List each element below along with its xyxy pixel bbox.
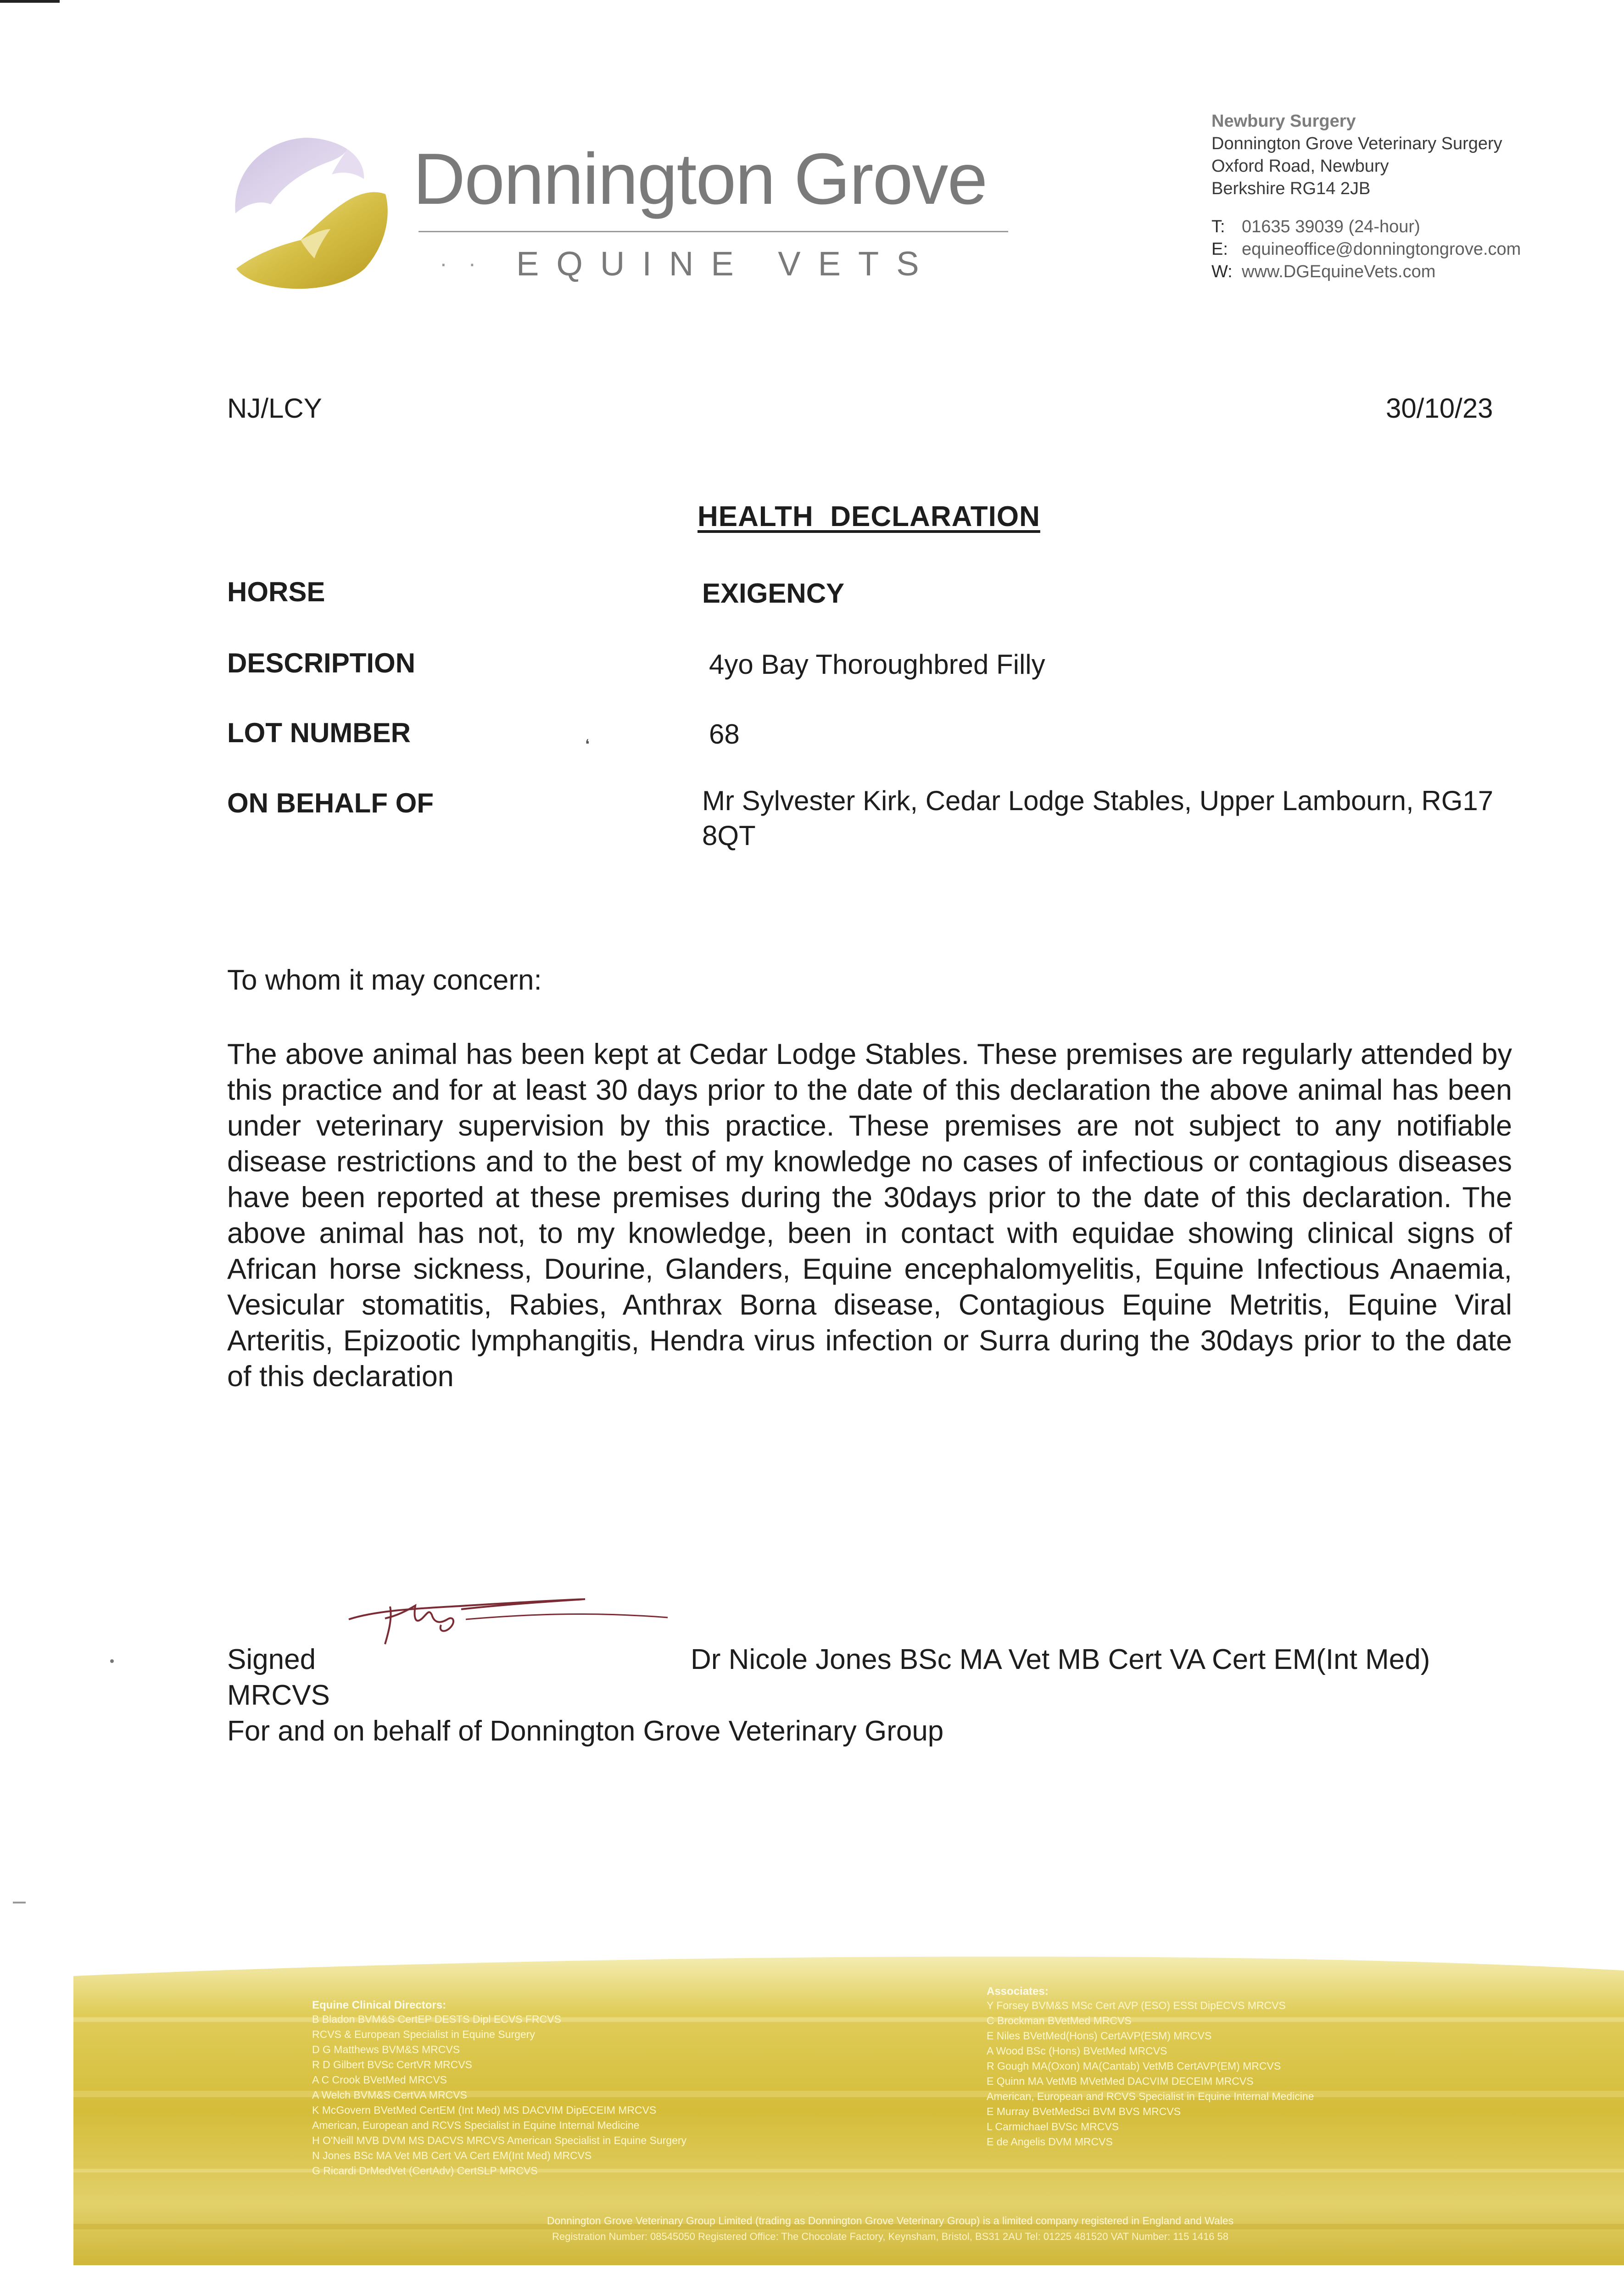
salutation: To whom it may concern: [227, 964, 542, 996]
director-entry: American, European and RCVS Specialist in Equine Internal Medicine [312, 2119, 640, 2131]
declaration-body: The above animal has been kept at Cedar Lodge Stables. These premises are regularly attended by this practice and for at least 30 days prior to the date of this declaration the above animal has been under veterinary supervision by this practice. These premises are not subject to any notifiable disease restrictions and to the best of my knowledge no cases of infectious or contagious diseases have been reported at these premises during the 30days prior to the date of this declaration. The above animal has not, to my knowledge, been in contact with equidae showing clinical signs of African horse sickness, Dourine, Glanders, Equine encephalomyelitis, Equine Infectious Anaemia, Vesicular stomatitis, Rabies, Anthrax Borna disease, Contagious Equine Metritis, Equine Viral Arteritis, Epizootic lymphangitis, Hendra virus infection or Surra during the 30days prior to the date of this declaration [227, 1038, 1512, 1393]
associates-list [987, 1985, 1583, 2149]
surgery-name: Newbury Surgery [1211, 112, 1356, 131]
company-registration: Registration Number: 08545050 Registered Office: The Chocolate Factory, Keynsham, Bristol, BS31 2AU Tel: 01225 481520 VAT Number: 115 1416 58 [552, 2231, 1229, 2242]
letter-date: 30/10/23 [1386, 393, 1493, 424]
director-entry: A C Crook BVetMed MRCVS [312, 2074, 447, 2086]
lot-number-label: LOT NUMBER [227, 717, 411, 748]
director-entry: H O'Neill MVB DVM MS DACVS MRCVS American Specialist in Equine Surgery [312, 2134, 687, 2146]
signatory-name: Dr Nicole Jones BSc MA Vet MB Cert VA Cert EM(Int Med) [691, 1644, 1430, 1675]
footer-band [73, 1953, 1624, 2265]
associates-heading: Associates: [987, 1985, 1049, 1998]
company-legal-info [431, 2215, 1349, 2243]
scan-speck [13, 1902, 26, 1903]
on-behalf-line: For and on behalf of Donnington Grove Veterinary Group [227, 1715, 944, 1747]
director-entry: K McGovern BVetMed CertEM (Int Med) MS DACVIM DipECEIM MRCVS [312, 2104, 657, 2116]
company-statement: Donnington Grove Veterinary Group Limited (trading as Donnington Grove Veterinary Group) is a limited company registered in England and Wales [547, 2215, 1234, 2227]
phone-number: 01635 39039 (24-hour) [1242, 217, 1420, 236]
director-entry: R D Gilbert BVSc CertVR MRCVS [312, 2059, 472, 2071]
description-value: 4yo Bay Thoroughbred Filly [709, 649, 1045, 680]
associate-entry: E Niles BVetMed(Hons) CertAVP(ESM) MRCVS [987, 2030, 1212, 2042]
contact-email [1211, 238, 1521, 261]
scan-tick-mark: ❛ [585, 737, 590, 752]
contact-label: E: [1211, 240, 1228, 259]
signed-label: Signed [227, 1644, 316, 1675]
director-entry: G Ricardi DrMedVet (CertAdv) CertSLP MRCVS [312, 2165, 538, 2177]
logo-icon [227, 135, 392, 294]
contact-label: T: [1211, 217, 1225, 236]
lot-number-value: 68 [709, 719, 740, 750]
on-behalf-of-value: Mr Sylvester Kirk, Cedar Lodge Stables, Upper Lambourn, RG17 8QT [702, 785, 1494, 851]
horse-value: EXIGENCY [702, 578, 845, 609]
address-line: Oxford Road, Newbury [1211, 157, 1389, 176]
contact-phone [1211, 216, 1521, 238]
brand-name: Donnington Grove [413, 139, 987, 219]
director-entry: A Welch BVM&S CertVA MRCVS [312, 2089, 467, 2101]
associate-entry: American, European and RCVS Specialist in Equine Internal Medicine [987, 2090, 1314, 2102]
director-entry: RCVS & European Specialist in Equine Surgery [312, 2028, 535, 2040]
contact-web [1211, 261, 1521, 283]
associate-entry: E Quinn MA VetMB MVetMed DACVIM DECEIM MRCVS [987, 2075, 1254, 2087]
scan-speck [110, 1659, 114, 1663]
associate-entry: A Wood BSc (Hons) BVetMed MRCVS [987, 2045, 1167, 2057]
associate-entry: E Murray BVetMedSci BVM BVS MRCVS [987, 2105, 1181, 2117]
associate-entry: C Brockman BVetMed MRCVS [987, 2015, 1132, 2026]
description-label: DESCRIPTION [227, 648, 416, 678]
directors-heading: Equine Clinical Directors: [312, 1999, 446, 2011]
signatory-credential: MRCVS [227, 1679, 330, 1711]
directors-list [312, 1999, 909, 2178]
director-entry: D G Matthews BVM&S MRCVS [312, 2043, 460, 2055]
website-url: www.DGEquineVets.com [1242, 262, 1436, 281]
brand-subtitle: EQUINE VETS [516, 245, 937, 283]
brand-decor-dots: · · [440, 251, 484, 276]
contact-details [1211, 216, 1521, 283]
brand-divider [419, 231, 1008, 232]
address-line: Berkshire RG14 2JB [1211, 179, 1371, 198]
contact-label: W: [1211, 262, 1233, 281]
on-behalf-of-label: ON BEHALF OF [227, 788, 434, 818]
email-address: equineoffice@donningtongrove.com [1242, 240, 1521, 259]
address-line: Donnington Grove Veterinary Surgery [1211, 134, 1502, 153]
associate-entry: Y Forsey BVM&S MSc Cert AVP (ESO) ESSt DipECVS MRCVS [987, 1999, 1286, 2011]
scan-edge-mark [0, 0, 60, 3]
associate-entry: R Gough MA(Oxon) MA(Cantab) VetMB CertAVP(EM) MRCVS [987, 2060, 1281, 2072]
horse-label: HORSE [227, 577, 325, 607]
document-title: HEALTH DECLARATION [698, 501, 1040, 532]
associate-entry: E de Angelis DVM MRCVS [987, 2136, 1113, 2148]
director-entry: N Jones BSc MA Vet MB Cert VA Cert EM(Int Med) MRCVS [312, 2149, 592, 2161]
director-entry: B Bladon BVM&S CertEP DESTS Dipl ECVS FRCVS [312, 2013, 561, 2025]
handwritten-signature [346, 1593, 668, 1652]
associate-entry: L Carmichael BVSc MRCVS [987, 2121, 1119, 2133]
surgery-address [1211, 110, 1502, 200]
letter-reference: NJ/LCY [227, 393, 322, 424]
